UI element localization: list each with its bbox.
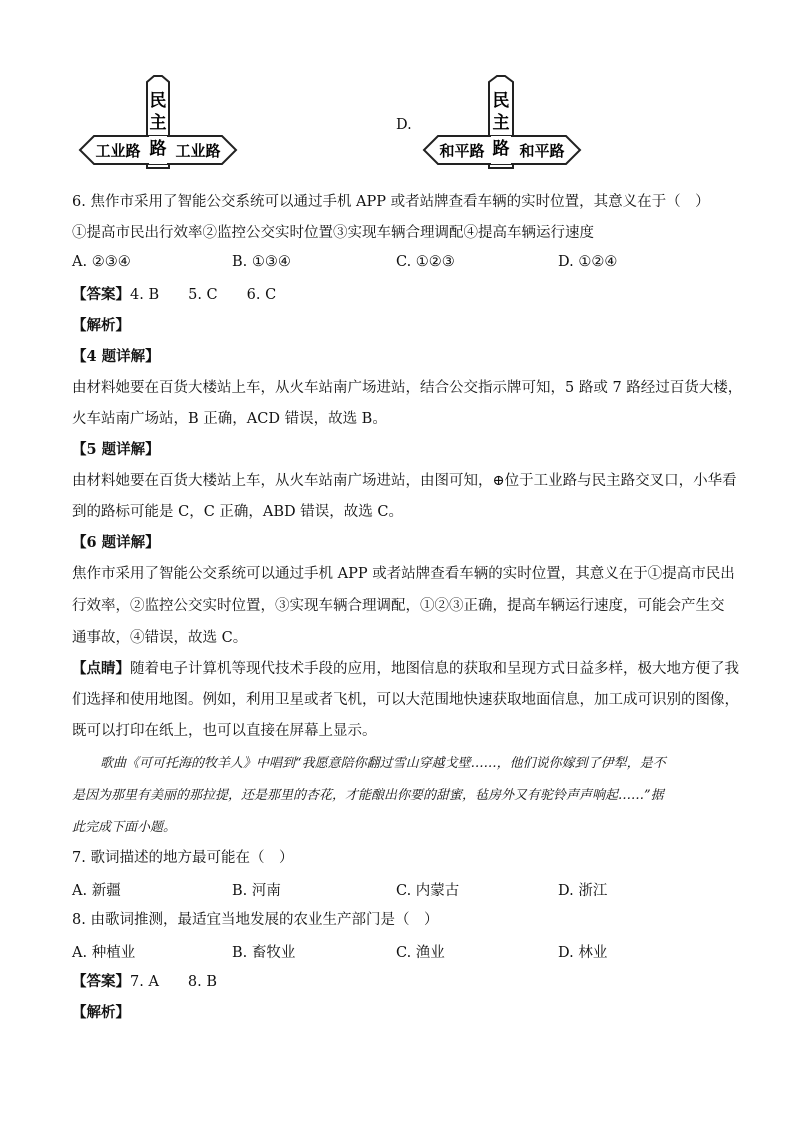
sign-c-vertical-2: 主	[149, 113, 167, 133]
sign-d-vertical-2: 主	[492, 113, 510, 133]
answer-label-2: 【答案】	[72, 973, 130, 990]
q8-option-c: C. 渔业	[396, 945, 445, 961]
lyrics-passage-line-1: 歌曲《可可托海的牧羊人》中唱到“我愿意陪你翻过雪山穿越戈壁……，他们说你嫁到了伊犁，是不	[100, 756, 666, 771]
detail-6-line-2: 行效率，②监控公交实时位置，③实现车辆合理调配，①②③正确，提高车辆运行速度，可能会产生交	[72, 598, 725, 614]
analysis-label-1: 【解析】	[72, 317, 130, 334]
road-sign-d-graphic	[422, 76, 582, 168]
detail-6-line-1: 焦作市采用了智能公交系统可以通过手机 APP 或者站牌查看车辆的实时位置，其意义在于①提高市民出	[72, 566, 735, 582]
q6-items: ①提高市民出行效率②监控公交实时位置③实现车辆合理调配④提高车辆运行速度	[72, 225, 594, 241]
detail-5-line-2: 到的路标可能是 C，C 正确，ABD 错误，故选 C。	[72, 504, 403, 520]
q7-option-d: D. 浙江	[558, 883, 608, 899]
road-sign-d	[422, 76, 582, 168]
sign-d-left-road: 和平路	[439, 142, 485, 160]
detail-5-title: 【5 题详解】	[72, 441, 160, 458]
answer-label-1: 【答案】	[72, 286, 130, 303]
q6-stem: 6. 焦作市采用了智能公交系统可以通过手机 APP 或者站牌查看车辆的实时位置，其意义在于（ ）	[72, 194, 710, 210]
q8-options	[72, 941, 732, 961]
q6-option-b: B. ①③④	[232, 254, 291, 270]
sign-d-vertical-1: 民	[492, 91, 510, 111]
q6-option-a: A. ②③④	[72, 254, 131, 270]
q8-option-a: A. 种植业	[72, 945, 136, 961]
key-point-label: 【点睛】	[72, 660, 130, 677]
q8-option-b: B. 畜牧业	[232, 945, 296, 961]
sign-d-vertical-3: 路	[492, 139, 510, 159]
key-point-line-2: 们选择和使用地图。例如，利用卫星或者飞机，可以大范围地快速获取地面信息，加工成可识别的图像，	[72, 692, 739, 708]
answer-block-1	[72, 285, 732, 305]
q8-stem: 8. 由歌词推测，最适宜当地发展的农业生产部门是（ ）	[72, 912, 439, 928]
road-sign-c	[78, 76, 238, 168]
q7-options	[72, 879, 732, 899]
q6-option-c: C. ①②③	[396, 254, 455, 270]
lyrics-passage-line-3: 此完成下面小题。	[72, 820, 177, 835]
q7-option-a: A. 新疆	[72, 883, 121, 899]
detail-4-line-2: 火车站南广场站，B 正确，ACD 错误，故选 B。	[72, 411, 387, 427]
detail-6-line-3: 通事故，④错误，故选 C。	[72, 630, 248, 646]
q6-option-d: D. ①②④	[558, 254, 618, 270]
sign-c-vertical-3: 路	[149, 139, 167, 159]
detail-4-line-1: 由材料她要在百货大楼站上车，从火车站南广场进站，结合公交指示牌可知，5 路或 7 路经过百货大楼，	[72, 380, 743, 396]
q7-stem: 7. 歌词描述的地方最可能在（ ）	[72, 850, 294, 866]
sign-c-right-road: 工业路	[175, 142, 221, 160]
q7-option-c: C. 内蒙古	[396, 883, 460, 899]
answer-text-1: 4. B 5. C 6. C	[130, 287, 277, 303]
detail-6-title: 【6 题详解】	[72, 534, 160, 551]
road-sign-c-graphic	[78, 76, 238, 168]
q6-options	[72, 254, 732, 274]
key-point-line-3: 既可以打印在纸上，也可以直接在屏幕上显示。	[72, 723, 377, 739]
answer-text-2: 7. A 8. B	[130, 974, 218, 990]
answer-block-2	[72, 972, 732, 992]
detail-5-line-1: 由材料她要在百货大楼站上车，从火车站南广场进站，由图可知，⊕位于工业路与民主路交叉口，小华看	[72, 473, 737, 489]
detail-4-title: 【4 题详解】	[72, 348, 160, 365]
sign-c-vertical-1: 民	[149, 91, 167, 111]
option-d-label: D.	[396, 117, 412, 133]
key-point-text-1: 随着电子计算机等现代技术手段的应用，地图信息的获取和呈现方式日益多样，极大地方便了我	[130, 661, 739, 677]
sign-c-left-road: 工业路	[95, 142, 141, 160]
q7-option-b: B. 河南	[232, 883, 281, 899]
analysis-label-2: 【解析】	[72, 1004, 130, 1021]
lyrics-passage-line-2: 是因为那里有美丽的那拉提，还是那里的杏花，才能酿出你要的甜蜜，毡房外又有驼铃声声响起……”据	[72, 788, 664, 803]
key-point-line-1	[72, 659, 739, 679]
q8-option-d: D. 林业	[558, 945, 608, 961]
sign-d-right-road: 和平路	[519, 142, 565, 160]
